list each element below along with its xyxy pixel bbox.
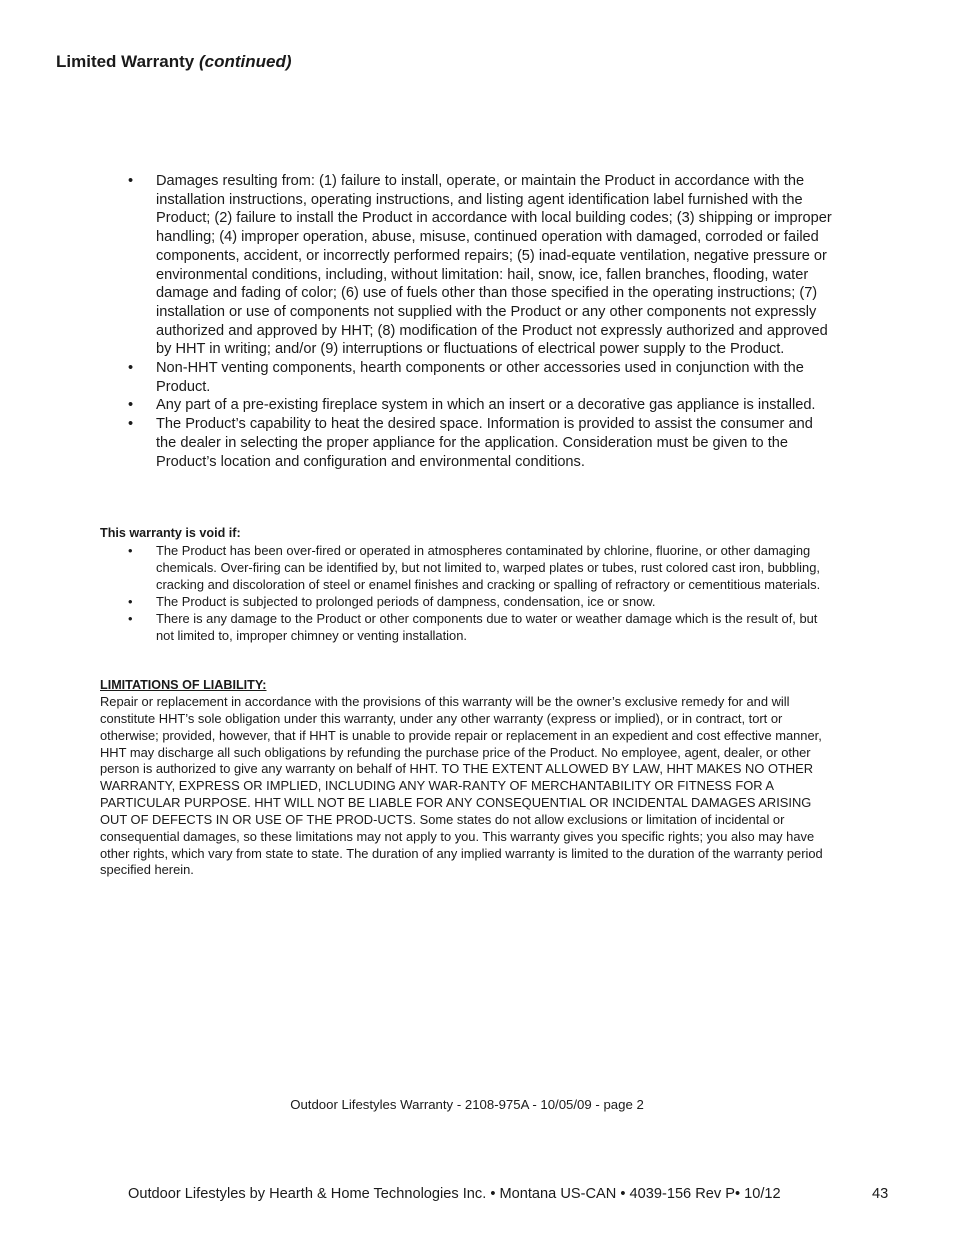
bullet: • [128,610,133,626]
page-footer: Outdoor Lifestyles by Hearth & Home Technologies Inc. • Montana US-CAN • 4039-156 Rev P• 10/12 [128,1186,781,1202]
list-item-text: The Product’s capability to heat the desired space. Information is provided to assist the consumer and the dealer in selecting the proper appliance for the application. Consideration must be given to the Product’s location and configuration and environmental conditions. [156,416,813,470]
heading-title: Limited Warranty [56,52,195,71]
bullet: • [128,593,133,609]
liability-section-title: LIMITATIONS OF LIABILITY: [100,678,267,692]
bullet: • [128,397,134,414]
list-item-text: Damages resulting from: (1) failure to install, operate, or maintain the Product in accordance with the installation instructions, operating instructions, and listing agent identification label furnished with the Product; (2) failure to install the Product in accordance with local building codes; (3) shipping or improper handling; (4) improper operation, abuse, misuse, continued operation with damaged, corroded or failed components, accident, or incorrectly performed repairs; (5) inad-equate ventilation, negative pressure or environmental conditions, including, without limitation: hail, snow, ice, fallen branches, flooding, water damage and fading of color; (6) use of fuels other than those specified in the operating instructions; (7) installation or use of components not supplied with the Product or any other components not expressly authorized and approved by HHT; (8) modification of the Product not expressly authorized and approved by HHT in writing; and/or (9) interruptions or fluctuations of electrical power supply to the Product. [156,173,832,358]
bullet: • [128,173,134,189]
list-item-text: The Product has been over-fired or operated in atmospheres contaminated by chlorine, fluorine, or other damaging chemicals. Over-firing can be identified by, but not limited to, warped plates or tubes, rust colored cast iron, bubbling, cracking and discoloration of steel or enamel finishes and cracking or spalling of refractory or cementitious materials. [156,543,821,592]
page-number: 43 [872,1186,889,1202]
liability-paragraph: Repair or replacement in accordance with the provisions of this warranty will be the owner’s exclusive remedy for and will constitute HHT’s sole obligation under this warranty, under any other warranty (express or implied), or in contract, tort or otherwise; provided, however, that if HHT is unable to provide repair or replacement in an expedient and cost effective manner, HHT may discharge all such obligations by refunding the purchase price of the Product. No employee, agent, dealer, or other person is authorized to give any warranty on behalf of HHT. TO THE EXTENT ALLOWED BY LAW, HHT MAKES NO OTHER WARRANTY, EXPRESS OR IMPLIED, INCLUDING ANY WAR-RANTY OF MERCHANTABILITY OR FITNESS FOR A PARTICULAR PURPOSE. HHT WILL NOT BE LIABLE FOR ANY CONSEQUENTIAL OR INCIDENTAL DAMAGES ARISING OUT OF DEFECTS IN OR USE OF THE PROD-UCTS. Some states do not allow exclusions or limitation of incidental or consequential damages, so these limitations may not apply to you. This warranty gives you specific rights; you also may have other rights, which vary from state to state. The duration of any implied warranty is limited to the duration of the warranty period specified herein. [100,694,823,878]
list-item [100,611,834,645]
bullet: • [128,416,134,433]
void-conditions-list [100,543,834,644]
list-item [100,415,834,471]
page-heading [56,52,292,72]
list-item-text: Any part of a pre-existing fireplace system in which an insert or a decorative gas appliance is installed. [156,397,816,414]
exclusions-list [100,172,834,471]
heading-continued: (continued) [198,52,292,71]
document-footer: Outdoor Lifestyles Warranty - 2108-975A - 10/05/09 - page 2 [290,1097,644,1112]
bullet: • [128,360,134,377]
void-section-title: This warranty is void if: [100,526,241,540]
list-item-text: There is any damage to the Product or other components due to water or weather damage which is the result of, but not limited to, improper chimney or venting installation. [156,610,818,643]
list-item [100,543,834,594]
list-item-text: The Product is subjected to prolonged periods of dampness, condensation, ice or snow. [156,593,656,609]
list-item [100,396,834,415]
bullet: • [128,543,133,558]
list-item [100,594,834,611]
list-item [100,172,834,359]
list-item [100,359,834,396]
list-item-text: Non-HHT venting components, hearth components or other accessories used in conjunction with the Product. [156,360,804,395]
